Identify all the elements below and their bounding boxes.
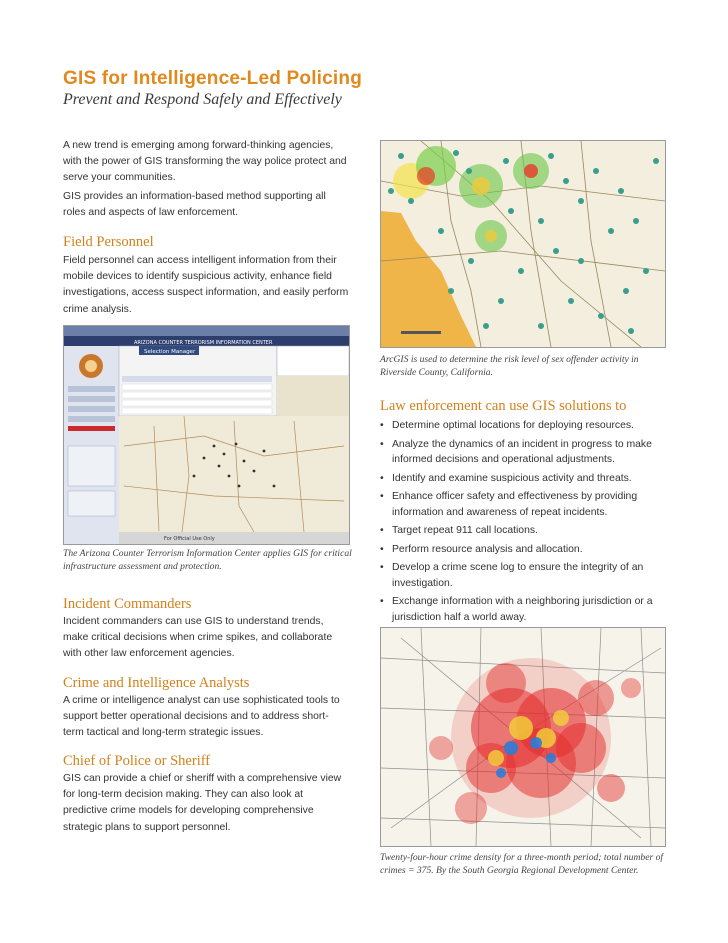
heading-solutions: Law enforcement can use GIS solutions to [380,398,627,414]
screenshot-footer-text: For Official Use Only [164,536,215,542]
density-map-graphic [381,628,665,846]
screenshot-panel-title: Selection Manager [144,349,196,355]
arizona-gis-screenshot [63,325,350,545]
list-item: • Develop a crime scene log to ensure the integrity of an investigation. [380,560,655,591]
arizona-screenshot-graphic [64,326,349,544]
heading-field-personnel: Field Personnel [63,234,154,250]
heading-incident-commanders: Incident Commanders [63,596,192,612]
text-incident-commanders: Incident commanders can use GIS to understand trends, make critical decisions when crime spikes, and collaborate with other law enforcement agencies. [63,616,333,660]
riverside-map-graphic [381,141,665,347]
text-crime-analysts: A crime or intelligence analyst can use sophisticated tools to support better operational decisions and to address short-term tactical and long-term strategic issues. [63,695,340,739]
crime-density-map [380,627,666,847]
list-item: • Determine optimal locations for deploying resources. [380,418,655,434]
list-item: • Analyze the dynamics of an incident in progress to make informed decisions and operational adjustments. [380,437,655,468]
caption-arizona: The Arizona Counter Terrorism Information Center applies GIS for critical infrastructure assessment and protection. [63,548,352,572]
intro-paragraph-1: A new trend is emerging among forward-thinking agencies, with the power of GIS transforming the way police protect and serve your communities. [63,140,347,184]
solutions-list [380,418,655,628]
screenshot-header-text: ARIZONA COUNTER TERRORISM INFORMATION CENTER [134,340,273,346]
heading-chief-of-police: Chief of Police or Sheriff [63,753,211,769]
list-item: • Enhance officer safety and effectiveness by providing information and awareness of repeat incidents. [380,489,655,520]
caption-density: Twenty-four-hour crime density for a three-month period; total number of crimes = 375. By the South Georgia Regional Development Center. [380,852,664,876]
page-title: GIS for Intelligence-Led Policing [63,68,363,89]
page-subtitle: Prevent and Respond Safely and Effectively [63,91,342,108]
list-item: • Identify and examine suspicious activity and threats. [380,471,655,487]
intro-paragraph-2: GIS provides an information-based method supporting all roles and aspects of law enforcement. [63,191,326,219]
heading-crime-analysts: Crime and Intelligence Analysts [63,675,250,691]
list-item: • Exchange information with a neighboring jurisdiction or a jurisdiction half a world away. [380,594,655,625]
caption-riverside: ArcGIS is used to determine the risk level of sex offender activity in Riverside County, California. [380,354,639,378]
list-item: • Target repeat 911 call locations. [380,523,655,539]
text-field-personnel: Field personnel can access intelligent information from their mobile devices to identify suspicious activity, enhance field investigations, access suspect information, and easily perform crime analysis. [63,255,349,315]
text-chief-of-police: GIS can provide a chief or sheriff with a comprehensive view for long-term decision making. They can also look at predictive crime models for developing comprehensive strategic plans to support personnel. [63,773,342,833]
riverside-county-map [380,140,666,348]
list-item: • Perform resource analysis and allocation. [380,542,655,558]
